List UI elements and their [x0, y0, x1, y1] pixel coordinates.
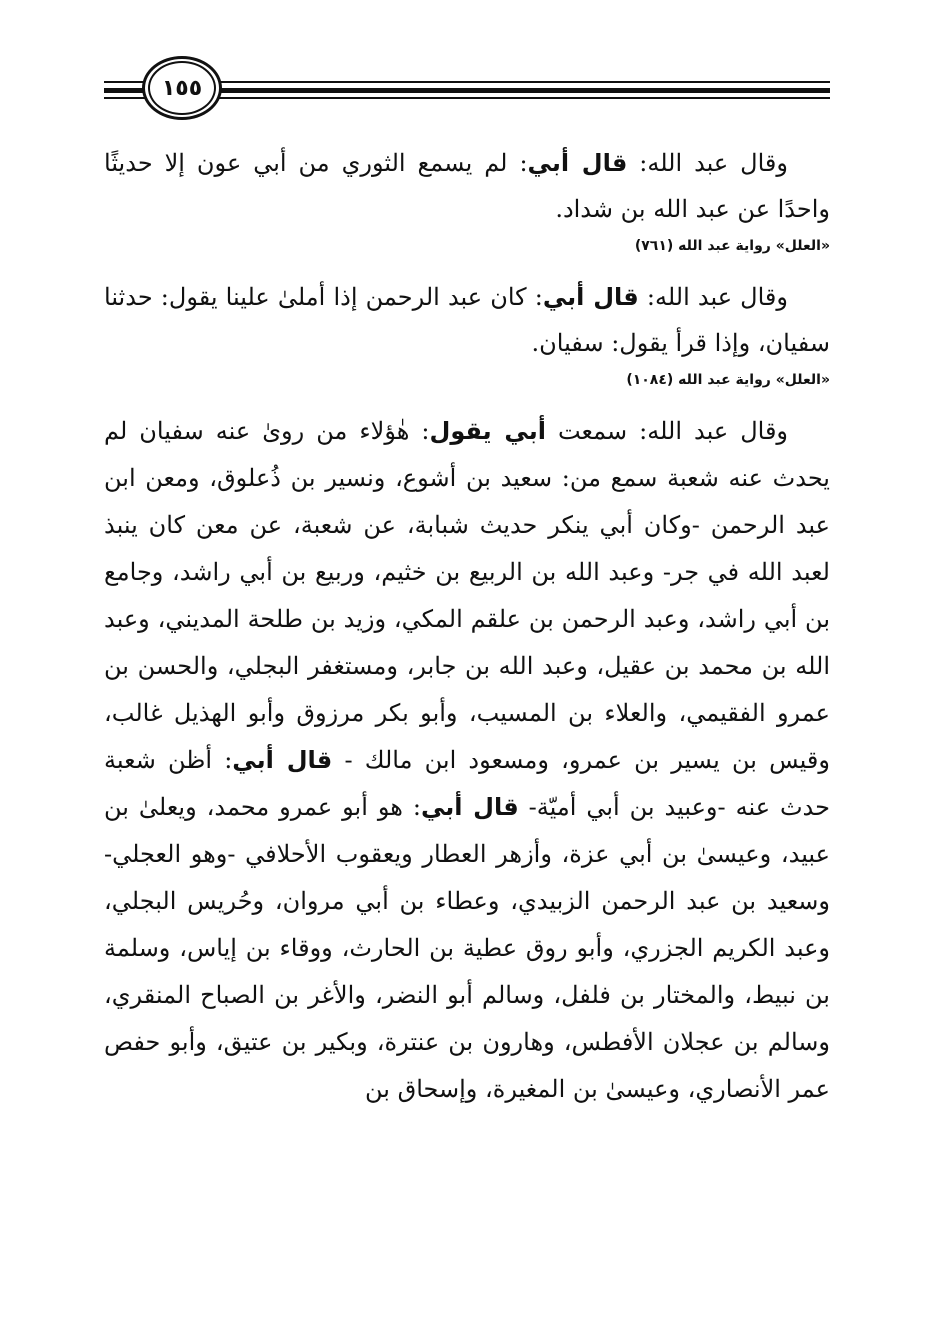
main-text: : هٰؤلاء من روىٰ عنه سفيان لم يحدث عنه شعبة سمع من: سعيد بن أشوع، ونسير بن ذُعلوق، ومعن ابن عبد الرحمن -وكان أبي ينكر حديث شبابة، عن شعبة، عن معن كان ينبذ لعبد الله في جر- وعبد الله بن الربيع بن خثيم، وربيع بن أبي راشد، وجامع بن أبي راشد، وعبد الرحمن بن علقم المكي، وزيد بن طلحة المديني، وعبد الله بن محمد بن عقيل، وعبد الله بن جابر، ومستغفر البجلي، والحسن بن عمرو الفقيمي، والعلاء بن المسيب، وأبو بكر مرزوق وأبو الهذيل غالب، وقيس بن يسير بن عمرو، ومسعود ابن مالك - [104, 417, 830, 774]
main-paragraph [104, 408, 830, 1113]
entry-speaker: قال أبي [542, 283, 639, 311]
entry-text: : كان عبد الرحمن إذا أملىٰ علينا يقول: حدثنا سفيان، وإذا قرأ يقول: سفيان. [104, 283, 830, 357]
main-speaker: قال أبي [232, 746, 333, 774]
entry-speaker: قال أبي [527, 149, 628, 177]
source-citation: «العلل» رواية عبد الله (٧٦١) [634, 238, 830, 254]
main-intro: وقال عبد الله: سمعت [545, 417, 789, 445]
source-citation: «العلل» رواية عبد الله (١٠٨٤) [626, 372, 830, 388]
entry-paragraph [104, 274, 830, 366]
main-speaker: قال أبي [420, 793, 519, 821]
page-content [104, 140, 830, 1113]
entry-paragraph [104, 140, 830, 232]
page-number: ١٥٥ [148, 61, 216, 115]
entry-text: : لم يسمع الثوري من أبي عون إلا حديثًا واحدًا عن عبد الله بن شداد. [104, 149, 830, 223]
main-text: : أظن شعبة حدث عنه -وعبيد بن أبي أميّة- [104, 746, 830, 821]
page-header [104, 52, 830, 124]
entry-intro: وقال عبد الله: [638, 283, 788, 311]
main-text: : هو أبو عمرو محمد، ويعلىٰ بن عبيد، وعيسىٰ بن أبي عزة، وأزهر العطار ويعقوب الأحلافي -وهو العجلي- وسعيد بن عبد الرحمن الزبيدي، وعطاء بن أبي مروان، وحُريس البجلي، وعبد الكريم الجزري، وأبو روق عطية بن الحارث، ووقاء بن إياس، وسلمة بن نبيط، والمختار بن فلفل، وسالم أبو النضر، والأغر بن الصباح المنقري، وسالم بن عجلان الأفطس، وهارون بن عنترة، وبكير بن عتيق، وأبو حفص عمر الأنصاري، وعيسىٰ بن المغيرة، وإسحاق بن [104, 793, 830, 1103]
page-number-badge [142, 56, 222, 120]
main-speaker: أبي يقول [429, 417, 546, 445]
entry-intro: وقال عبد الله: [627, 149, 788, 177]
